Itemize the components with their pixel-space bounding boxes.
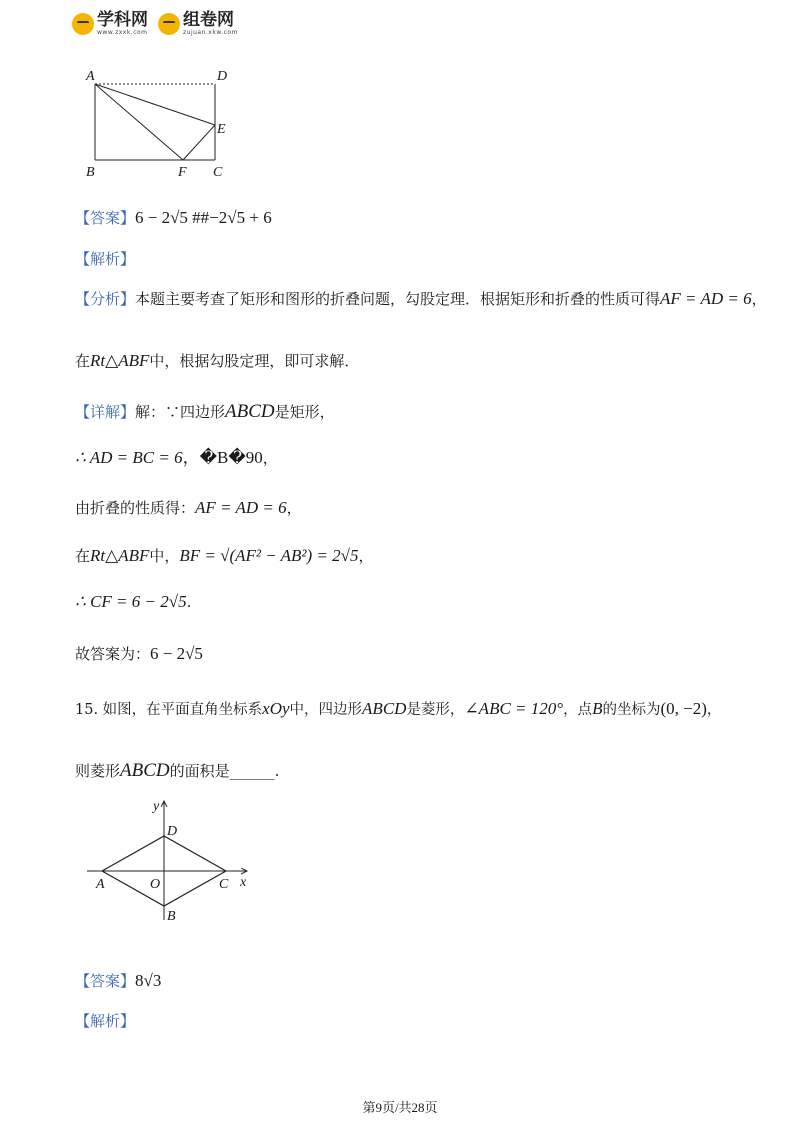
label-c: C: [213, 165, 223, 180]
fenxi-math: AF = AD = 6: [660, 289, 752, 308]
q15-text3: 是菱形，: [406, 702, 465, 718]
figure-rectangle-fold: [80, 62, 240, 184]
fenxi-text: 本题主要考查了矩形和图形的折叠问题，勾股定理．根据矩形和折叠的性质可得: [135, 290, 661, 308]
q15-math1: xOy: [262, 699, 290, 718]
q15-line1: [75, 698, 721, 719]
detail-line4-math: Rt△ABF: [90, 546, 150, 565]
detail-text1b: 是矩形，: [274, 403, 335, 421]
fenxi-line2-pre: 在: [75, 352, 91, 370]
logo-zxxk-url: www.zxxk.com: [97, 29, 148, 36]
q15-text5: 的坐标为: [602, 702, 661, 718]
detail-line4-end: ，: [358, 547, 374, 565]
logo-zujuan: [158, 12, 238, 36]
label-b: B: [167, 909, 176, 924]
q15-line2-math: ABCD: [120, 760, 170, 781]
q14-detail-line4: [75, 545, 373, 566]
label-a: A: [86, 69, 95, 84]
logo-zujuan-url: zujuan.xkw.com: [183, 29, 238, 36]
fenxi-end: ，: [751, 290, 767, 308]
logo-zujuan-name: 组卷网: [183, 10, 234, 30]
label-o: O: [150, 877, 161, 892]
q14-answer: [75, 207, 272, 228]
label-y: y: [153, 799, 160, 814]
detail-text1: 解：∵四边形: [135, 403, 226, 421]
final-math: 6 − 2√5: [150, 644, 203, 663]
q15-answer-tag: 【答案】: [75, 972, 136, 990]
q14-detail-line5: [75, 592, 191, 612]
label-x: x: [240, 875, 247, 890]
detail-line2: ∴ AD = BC = 6: [75, 448, 183, 467]
edge-ae: [95, 84, 215, 125]
label-e: E: [217, 122, 226, 137]
detail-line3-text: 由折叠的性质得：: [75, 499, 196, 517]
q14-detail-line2: [75, 443, 278, 468]
final-text: 故答案为：: [75, 645, 151, 663]
fenxi-tag: 【分析】: [75, 290, 136, 308]
answer-value: 6 − 2√5 ##−2√5 + 6: [135, 208, 272, 227]
detail-math1: ABCD: [225, 401, 275, 422]
mascot-icon: [72, 13, 94, 35]
detail-line3-end: ，: [286, 499, 302, 517]
q15-answer: [75, 970, 161, 991]
mascot-icon: [158, 13, 180, 35]
q14-detail-line1: [75, 401, 335, 423]
q15-line2-text: 则菱形: [75, 762, 121, 780]
label-c: C: [219, 877, 229, 892]
q15-text2: 中，四边形: [289, 702, 363, 718]
q15-end: ，: [706, 702, 722, 718]
detail-line4-mid: 中，: [149, 547, 180, 565]
fenxi-line2-math: Rt△ABF: [90, 351, 150, 370]
label-b: B: [86, 165, 95, 180]
q15-answer-value: 8√3: [135, 971, 162, 990]
q14-analysis-tag: 【解析】: [75, 250, 136, 268]
q14-final: [75, 643, 203, 664]
fenxi-line2-text: 中，根据勾股定理，即可求解．: [149, 352, 360, 370]
q14-detail-line3: [75, 497, 302, 518]
edge-fe: [183, 125, 215, 160]
logo-zxxk-name: 学科网: [97, 10, 148, 30]
header-logos: [72, 12, 238, 36]
detail-line5-end: .: [186, 593, 192, 611]
q15-text4: ，点: [563, 702, 593, 718]
q14-fenxi-line2: [75, 350, 359, 371]
label-f: F: [178, 165, 187, 180]
detail-line3-math: AF = AD = 6: [195, 498, 287, 517]
label-d: D: [167, 824, 178, 839]
detail-tag: 【详解】: [75, 403, 136, 421]
detail-line4-formula: BF = √(AF² − AB²) = 2√5: [179, 546, 359, 565]
q15-math5: (0, −2): [660, 699, 707, 718]
q15-text1: 15. 如图，在平面直角坐标系: [75, 702, 263, 718]
detail-line5: ∴ CF = 6 − 2√5: [75, 592, 187, 611]
q15-analysis-tag: 【解析】: [75, 1012, 136, 1030]
logo-zxxk: [72, 12, 148, 36]
q15-math3: ∠ABC = 120°: [464, 699, 564, 718]
page-number: 第9页/共28页: [362, 1100, 438, 1115]
answer-tag: 【答案】: [75, 209, 136, 227]
detail-line2b: ，�B�90: [182, 448, 263, 467]
q15-math2: ABCD: [362, 699, 407, 718]
detail-line2c: ，: [262, 449, 278, 467]
q15-line2-text2: 的面积是______.: [169, 762, 280, 780]
label-a: A: [96, 877, 105, 892]
q15-math4: B: [592, 699, 603, 718]
q15-line2: [75, 760, 279, 782]
label-d: D: [217, 69, 228, 84]
edge-af: [95, 84, 183, 160]
q14-fenxi: [75, 288, 767, 309]
detail-line4-pre: 在: [75, 547, 91, 565]
figure-rhombus: [82, 795, 257, 925]
